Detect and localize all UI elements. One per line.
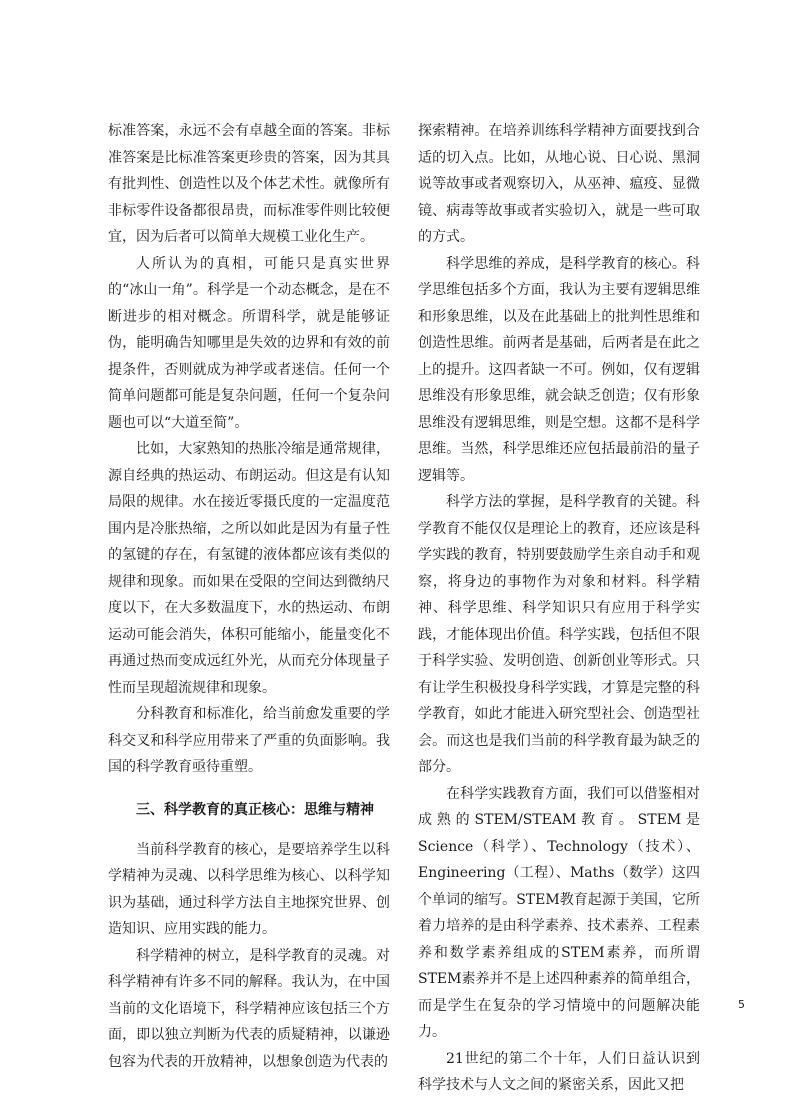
page-number: 5 xyxy=(738,998,745,1011)
paragraph: 科学思维的养成，是科学教育的核心。科学思维包括多个方面，我认为主要有逻辑思维和形象思维，以及在此基础上的批判性思维和创造性思维。前两者是基础，后两者是在此之上的提升。这四者缺一不可。例如，仅有逻辑思维没有形象思维，就会缺乏创造；仅有形象思维没有逻辑思维，则是空想。这都不是科学思维。当然，科学思维还应包括最前沿的量子逻辑等。 xyxy=(418,255,700,484)
paragraph: 人所认为的真相，可能只是真实世界的“冰山一角”。科学是一个动态概念，是在不断进步的相对概念。所谓科学，就是能够证伪，能明确告知哪里是失效的边界和有效的前提条件，否则就成为神学或者迷信。任何一个简单问题都可能是复杂问题，任何一个复杂问题也可以“大道至简”。 xyxy=(108,255,390,431)
paragraph: 在科学实践教育方面，我们可以借鉴相对成熟的STEM/STEAM教育。STEM是Science（科学）、Technology（技术）、Engineering（工程）、Maths（数学）这四个单词的缩写。STEM教育起源于美国，它所着力培养的是由科学素养、技术素养、工程素养和数学素养组成的STEM素养，而所谓STEM素养并不是上述四种素养的简单组合，而是学生在复杂的学习情境中的问题解决能力。 xyxy=(418,785,700,1040)
left-column xyxy=(108,118,390,1075)
section-heading: 三、科学教育的真正核心：思维与精神 xyxy=(136,801,374,818)
paragraph: 分科教育和标准化，给当前愈发重要的学科交叉和科学应用带来了严重的负面影响。我国的科学教育亟待重塑。 xyxy=(108,706,390,775)
paragraph: 21世纪的第二个十年，人们日益认识到科学技术与人文之间的紧密关系，因此又把 xyxy=(418,1050,700,1093)
paragraph: 当前科学教育的核心，是要培养学生以科学精神为灵魂、以科学思维为核心、以科学知识为基础，通过科学方法自主地探究世界、创造知识、应用实践的能力。 xyxy=(108,841,390,937)
paragraph: 标准答案，永远不会有卓越全面的答案。非标准答案是比标准答案更珍贵的答案，因为其具有批判性、创造性以及个体艺术性。就像所有非标零件设备都很昂贵，而标准零件则比较便宜，因为后者可以简单大规模工业化生产。 xyxy=(108,123,390,245)
paragraph: 探索精神。在培养训练科学精神方面要找到合适的切入点。比如，从地心说、日心说、黑洞说等故事或者观察切入，从巫神、瘟疫、显微镜、病毒等故事或者实验切入，就是一些可取的方式。 xyxy=(418,123,700,245)
paragraph: 科学精神的树立，是科学教育的灵魂。对科学精神有许多不同的解释。我认为，在中国当前的文化语境下，科学精神应该包括三个方面，即以独立判断为代表的质疑精神，以谦逊包容为代表的开放精神，以想象创造为代表的 xyxy=(108,947,390,1070)
right-column xyxy=(418,118,700,1099)
paragraph: 科学方法的掌握，是科学教育的关键。科学教育不能仅仅是理论上的教育，还应该是科学实践的教育，特别要鼓励学生亲自动手和观察，将身边的事物作为对象和材料。科学精神、科学思维、科学知识只有应用于科学实践，才能体现出价值。科学实践，包括但不限于科学实验、发明创造、创新创业等形式。只有让学生积极投身科学实践，才算是完整的科学教育，如此才能进入研究型社会、创造型社会。而这也是我们当前的科学教育最为缺乏的部分。 xyxy=(418,494,700,775)
paragraph: 比如，大家熟知的热胀冷缩是通常规律，源自经典的热运动、布朗运动。但这是有认知局限的规律。水在接近零摄氏度的一定温度范围内是冷胀热缩，之所以如此是因为有量子性的氢键的存在，有氢键的液体都应该有类似的规律和现象。而如果在受限的空间达到微纳尺度以下，在大多数温度下，水的热运动、布朗运动可能会消失，体积可能缩小，能量变化不再通过热而变成远红外光，从而充分体现量子性而呈现超流规律和现象。 xyxy=(108,441,390,696)
